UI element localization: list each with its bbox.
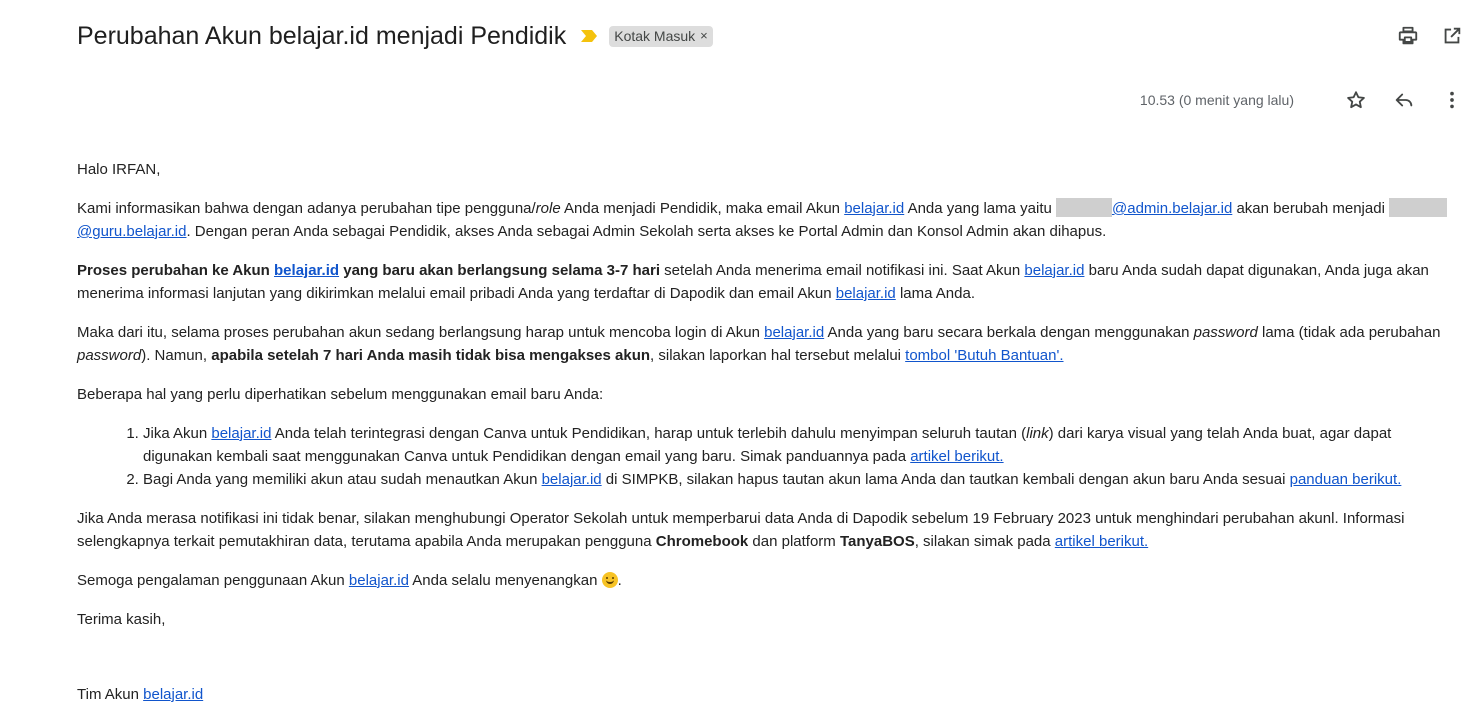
text: akan berubah menjadi	[1232, 200, 1390, 217]
text: , silakan laporkan hal tersebut melalui	[650, 347, 906, 364]
text-bold: TanyaBOS	[839, 533, 915, 550]
text: Anda yang lama yaitu	[904, 200, 1056, 217]
text: Anda selalu menyenangkan	[408, 572, 602, 589]
label-chip-text: Kotak Masuk	[614, 27, 696, 44]
paragraph-thanks: Terima kasih,	[77, 611, 166, 628]
link-article[interactable]: artikel berikut.	[910, 448, 1004, 465]
print-icon[interactable]	[1396, 24, 1420, 48]
text-italic: password	[77, 347, 142, 364]
paragraph-dapodik	[77, 507, 1462, 553]
link-belajar-id[interactable]: belajar.id	[844, 200, 905, 217]
list-item	[143, 422, 1462, 468]
text: Jika Anda merasa notifikasi ini tidak benar, silakan menghubungi Operator Sekolah untuk memperbarui data Anda di Dapodik sebelum 19 February 2023 untuk menghindari perubahan akunl. Informasi selengkapnya terkait pemutakhiran data, terutama apabila Anda merupakan pengguna	[77, 510, 1405, 550]
text-italic: role	[535, 200, 561, 217]
smile-emoji-icon	[602, 572, 618, 588]
subject-row	[77, 18, 713, 54]
text: ). Namun,	[141, 347, 212, 364]
link-guru-email[interactable]: @guru.belajar.id	[77, 223, 187, 240]
text: Anda yang baru secara berkala dengan menggunakan	[824, 324, 1194, 341]
link-belajar-id[interactable]: belajar.id	[1024, 262, 1085, 279]
reply-icon[interactable]	[1392, 88, 1416, 112]
text-italic: link	[1026, 425, 1049, 442]
redacted-username	[1389, 198, 1447, 217]
paragraph-closing	[77, 569, 1462, 592]
text: setelah Anda menerima email notifikasi ini. Saat Akun	[660, 262, 1025, 279]
more-vert-icon[interactable]	[1440, 88, 1464, 112]
text: Maka dari itu, selama proses perubahan akun sedang berlangsung harap untuk mencoba login di Akun	[77, 324, 765, 341]
text: Anda menjadi Pendidik, maka email Akun	[560, 200, 845, 217]
text: Bagi Anda yang memiliki akun atau sudah menautkan Akun	[143, 471, 542, 488]
link-belajar-id[interactable]: belajar.id	[541, 471, 602, 488]
notes-list	[77, 422, 1462, 491]
text: baru Anda sudah dapat digunakan, Anda juga akan menerima informasi lanjutan yang dikirimkan melalui email pribadi Anda yang terdaftar di Dapodik dan email Akun	[77, 262, 1429, 302]
label-chip-inbox[interactable]	[609, 26, 713, 47]
paragraph-role-change	[77, 197, 1462, 243]
text: .	[617, 572, 622, 589]
text-bold: Proses perubahan ke Akun	[77, 262, 275, 279]
email-body	[77, 158, 1462, 722]
list-item	[143, 468, 1462, 491]
link-belajar-id[interactable]: belajar.id	[764, 324, 825, 341]
star-icon[interactable]	[1344, 88, 1368, 112]
email-subject: Perubahan Akun belajar.id menjadi Pendidik	[77, 21, 567, 50]
link-belajar-id[interactable]: belajar.id	[143, 686, 204, 703]
open-in-new-window-icon[interactable]	[1440, 24, 1464, 48]
link-belajar-id[interactable]: belajar.id	[835, 285, 896, 302]
message-time: 10.53 (0 menit yang lalu)	[1139, 92, 1294, 108]
text: lama Anda.	[895, 285, 975, 302]
link-admin-email[interactable]: @admin.belajar.id	[1112, 200, 1233, 217]
link-belajar-id[interactable]: belajar.id	[348, 572, 409, 589]
paragraph-process	[77, 259, 1462, 305]
text: Kami informasikan bahwa dengan adanya perubahan tipe pengguna/	[77, 200, 536, 217]
link-help-button[interactable]: tombol 'Butuh Bantuan'.	[905, 347, 1064, 364]
text: dan platform	[748, 533, 840, 550]
link-belajar-id[interactable]: belajar.id	[274, 262, 340, 279]
signature	[77, 683, 1462, 706]
text: di SIMPKB, silakan hapus tautan akun lama Anda dan tautkan kembali dengan akun baru Anda sesuai	[601, 471, 1290, 488]
paragraph-notes-intro: Beberapa hal yang perlu diperhatikan sebelum menggunakan email baru Anda:	[77, 386, 604, 403]
redacted-username	[1056, 198, 1112, 217]
text: . Dengan peran Anda sebagai Pendidik, akses Anda sebagai Admin Sekolah serta akses ke Portal Admin dan Konsol Admin akan dihapus.	[186, 223, 1107, 240]
text: ) dari karya visual yang telah Anda buat, agar dapat digunakan kembali saat menggunakan Canva untuk Pendidikan dengan email yang baru. Simak panduannya pada	[143, 425, 1392, 465]
text-bold: Chromebook	[655, 533, 749, 550]
link-article[interactable]: artikel berikut.	[1054, 533, 1149, 550]
text: Jika Akun	[143, 425, 212, 442]
link-guide[interactable]: panduan berikut.	[1289, 471, 1402, 488]
paragraph-login	[77, 321, 1462, 367]
text: Semoga pengalaman penggunaan Akun	[77, 572, 349, 589]
greeting: Halo IRFAN,	[77, 161, 161, 178]
remove-label-icon[interactable]: ×	[700, 28, 708, 43]
text: Anda telah terintegrasi dengan Canva untuk Pendidikan, harap untuk terlebih dahulu menyimpan seluruh tautan (	[271, 425, 1027, 442]
message-meta	[1140, 86, 1464, 114]
text: lama (tidak ada perubahan	[1257, 324, 1441, 341]
text-bold: apabila setelah 7 hari Anda masih tidak bisa mengakses akun	[211, 347, 651, 364]
thread-actions	[1396, 24, 1464, 48]
text: , silakan simak pada	[914, 533, 1055, 550]
text: Tim Akun	[77, 686, 144, 703]
text-bold: yang baru akan berlangsung selama 3-7 hari	[339, 262, 661, 279]
text-italic: password	[1193, 324, 1258, 341]
link-belajar-id[interactable]: belajar.id	[211, 425, 272, 442]
importance-marker-icon[interactable]	[580, 28, 598, 44]
